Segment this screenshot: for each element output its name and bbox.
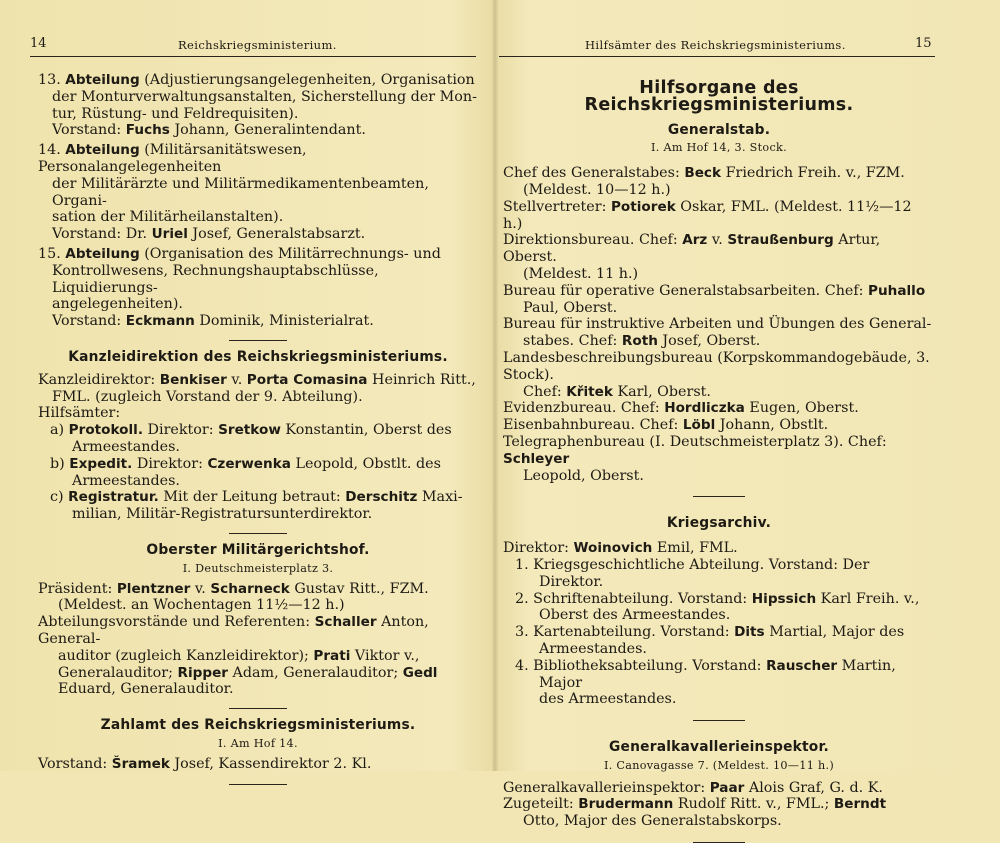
header-rule — [499, 56, 935, 57]
office-b: b) Expedit. Direktor: Czerwenka Leopold, Obstlt. des — [50, 455, 441, 472]
dept-14-head: Vorstand: Dr. Uriel Josef, Generalstabsarzt. — [52, 226, 366, 243]
gs-eisenbahn: Eisenbahnbureau. Chef: Löbl Johann, Obstlt. — [503, 417, 829, 434]
running-head: Hilfsämter des Reichskriegsministeriums. — [585, 38, 846, 52]
section-title-gericht: Oberster Militärgerichtshof. — [146, 541, 370, 558]
section-divider — [229, 784, 287, 785]
dept-13-entry: 13. Abteilung (Adjustierungsangelegenheiten, Organisation — [38, 72, 475, 88]
ka-item-2: 2. Schriftenabteilung. Vorstand: Hipssich Karl Freih. v., — [515, 590, 920, 607]
office-a: a) Protokoll. Direktor: Sretkow Konstantin, Oberst des — [50, 422, 452, 439]
dept-14-entry: 14. Abteilung (Militärsanitätswesen, Personalangelegenheiten — [38, 142, 307, 175]
ka-director: Direktor: Woinovich Emil, FML. — [503, 540, 738, 557]
section-title-generalstab: Generalstab. — [667, 121, 771, 138]
kav-zugeteilt: Zugeteilt: Brudermann Rudolf Ritt. v., FML.; Berndt — [503, 796, 887, 813]
left-page — [0, 0, 495, 771]
gs-operativ: Bureau für operative Generalstabsarbeiten. Chef: Puhallo — [503, 282, 926, 299]
kavallerie-address: I. Canovagasse 7. (Meldest. 10—11 h.) — [603, 758, 834, 772]
left-page-body: 13. Abteilung (Adjustierungsangelegenheiten, Organisation der Monturverwaltungsanstalten, Sicherstellung der Mon- tur, Rüstung- und Feldrequisiten). Vorstand: Fuchs Johann, Generalintendant. 14. Abteilung (Militärsanitätswesen, Personalangelegenheiten der Militärärzte und Militärmedikamentenbeamten, Organi- sation der Militärheilanstalten). Vorstand: Dr. Uriel Josef, Generalstabsarzt. 15. Abteilung (Organisation des Militärrechnungs- und Kontrollwesens, Rechnungshauptabschlüsse, Liquidierungs- angelegenheiten). Vorstand: Eckmann Dominik, Ministerialrat. Kanzleidirektion des Reichskriegsministeriums. Kanzleidirektor: Benkiser v. Porta Comasina Heinrich Ritt., FML. (zugleich Vorstand der 9. Abteilung). Hilfsämter: a) Protokoll. Direktor: Sretkow Konstantin, Oberst des Armeestandes. b) Expedit. Direktor: Czerwenka Leopold, Obstlt. des Armeestandes. c) Registratur. Mit der Leitung betraut: Derschitz Maxi- milian, Militär-Registratursunterdirektor. Oberster Militärgerichtshof. I. Deutschmeisterplatz 3. Präsident: Plentzner v. Scharneck Gustav Ritt., FZM. (Meldest. an Wochentagen 11½—12 h.) Abteilungsvorstände und Referenten: Schaller Anton, General- auditor (zugleich Kanzleidirektor); Prati Viktor v., Generalauditor; Ripper Adam, Generalauditor; Gedl Eduard, Generalauditor. Zahlamt des Reichskriegsministeriums. I. Am Hof 14. Vorstand: Šramek Josef, Kassendirektor 2. Kl. — [38, 72, 478, 785]
gericht-address: I. Deutschmeisterplatz 3. — [182, 561, 334, 575]
dept-15-entry: 15. Abteilung (Organisation des Militärrechnungs- und — [38, 245, 441, 262]
ka-item-1: 1. Kriegsgeschichtliche Abteilung. Vorstand: Der Direktor. — [515, 556, 870, 590]
section-title-kanzlei: Kanzleidirektion des Reichskriegsministeriums. — [68, 348, 448, 365]
section-divider — [229, 708, 287, 709]
main-title: Hilfsorgane des Reichskriegsministeriums. — [584, 78, 854, 115]
zahlamt-address: I. Am Hof 14. — [218, 736, 298, 750]
gs-stellvertreter: Stellvertreter: Potiorek Oskar, FML. (Meldest. 11½—12 h.) — [503, 198, 912, 232]
generalstab-address: I. Am Hof 14, 3. Stock. — [651, 141, 787, 155]
gs-chef: Chef des Generalstabes: Beck Friedrich Freih. v., FZM. — [503, 165, 905, 182]
gs-direktion: Direktionsbureau. Chef: Arz v. Straußenburg Artur, Oberst. — [503, 232, 881, 266]
header-rule — [30, 56, 476, 57]
zahlamt-head: Vorstand: Šramek Josef, Kassendirektor 2. Kl. — [38, 755, 372, 772]
right-page — [495, 0, 1000, 830]
gericht-referents: Abteilungsvorstände und Referenten: Schaller Anton, General- — [38, 614, 429, 647]
gs-evidenz: Evidenzbureau. Chef: Hordliczka Eugen, Oberst. — [503, 400, 859, 417]
gs-landesbeschreibung: Landesbeschreibungsbureau (Korpskommandogebäude, 3. Stock). — [503, 349, 930, 383]
kav-inspector: Generalkavallerieinspektor: Paar Alois Graf, G. d. K. — [503, 779, 883, 796]
ka-item-3: 3. Kartenabteilung. Vorstand: Dits Martial, Major des — [515, 624, 905, 641]
gericht-president: Präsident: Plentzner v. Scharneck Gustav Ritt., FZM. — [38, 580, 429, 597]
section-title-kavallerie: Generalkavallerieinspektor. — [609, 739, 829, 756]
ka-item-4: 4. Bibliotheksabteilung. Vorstand: Rauscher Martin, Major — [515, 657, 896, 691]
gs-instruktiv: Bureau für instruktive Arbeiten und Übungen des General- — [503, 316, 932, 333]
page-number: 15 — [915, 36, 932, 51]
office-c: c) Registratur. Mit der Leitung betraut: Derschitz Maxi- — [50, 489, 463, 506]
dept-13-head: Vorstand: Fuchs Johann, Generalintendant. — [52, 122, 366, 139]
section-title-kriegsarchiv: Kriegsarchiv. — [666, 515, 772, 532]
dept-15-head: Vorstand: Eckmann Dominik, Ministerialrat. — [52, 313, 374, 330]
section-title-zahlamt: Zahlamt des Reichskriegsministeriums. — [100, 717, 416, 734]
running-head: Reichskriegsministerium. — [178, 38, 337, 52]
section-divider — [229, 340, 287, 341]
kanzlei-director: Kanzleidirektor: Benkiser v. Porta Comasina Heinrich Ritt., — [38, 371, 476, 388]
section-divider — [229, 533, 287, 534]
page-number: 14 — [30, 36, 47, 51]
section-divider — [693, 720, 745, 721]
section-divider — [693, 496, 745, 497]
gs-telegraph: Telegraphenbureau (I. Deutschmeisterplatz 3). Chef: Schleyer — [503, 433, 887, 467]
right-page-body: Hilfsorgane des Reichskriegsministeriums. Generalstab. I. Am Hof 14, 3. Stock. Chef des Generalstabes: Beck Friedrich Freih. v., FZM. (Meldest. 10—12 h.) Stellvertreter: Potiorek Oskar, FML. (Meldest. 11½—12 h.) Direktionsbureau. Chef: Arz v. Straußenburg Artur, Oberst. (Meldest. 11 h.) Bureau für operative Generalstabsarbeiten. Chef: Puhallo Paul, Oberst. Bureau für instruktive Arbeiten und Übungen des General- stabes. Chef: Roth Josef, Oberst. Landesbeschreibungsbureau (Korpskommandogebäude, 3. Stock). Chef: Křitek Karl, Oberst. Evidenzbureau. Chef: Hordliczka Eugen, Oberst. Eisenbahnbureau. Chef: Löbl Johann, Obstlt. Telegraphenbureau (I. Deutschmeisterplatz 3). Chef: Schleyer Leopold, Oberst. Kriegsarchiv. Direktor: Woinovich Emil, FML. 1. Kriegsgeschichtliche Abteilung. Vorstand: Der Direktor. 2. Schriftenabteilung. Vorstand: Hipssich Karl Freih. v., Oberst des Armeestandes. 3. Kartenabteilung. Vorstand: Dits Martial, Major des Armeestandes. 4. Bibliotheksabteilung. Vorstand: Rauscher Martin, Major des Armeestandes. Generalkavallerieinspektor. I. Canovagasse 7. (Meldest. 10—11 h.) Generalkavallerieinspektor: Paar Alois Graf, G. d. K. Zugeteilt: Brudermann Rudolf Ritt. v., FML.; Berndt Otto, Major des Generalstabskorps. — [503, 80, 935, 843]
